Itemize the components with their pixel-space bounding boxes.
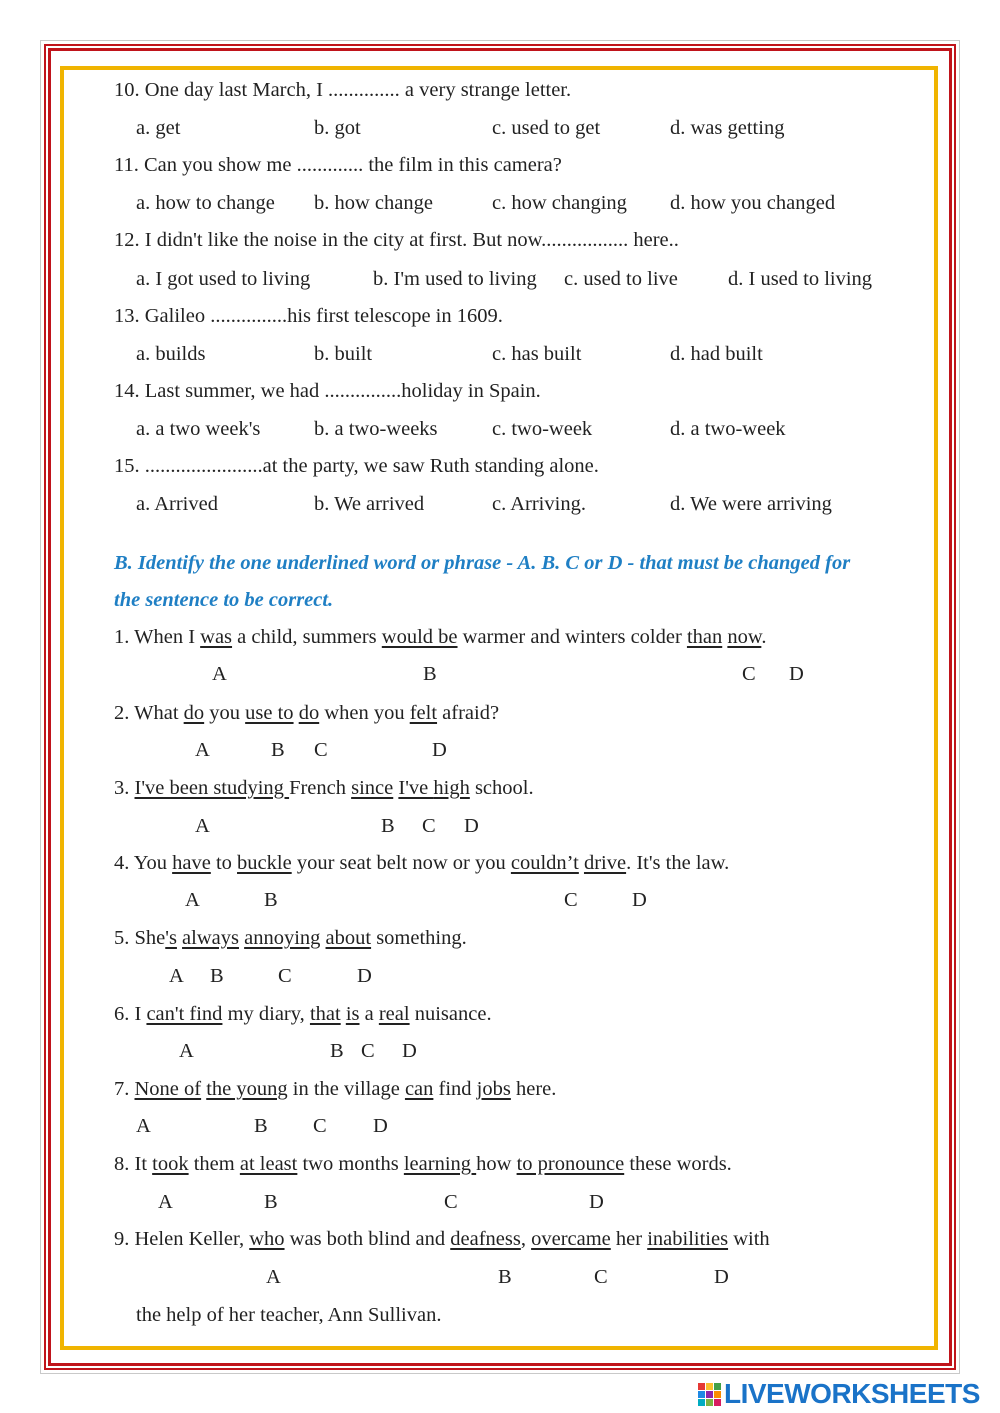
- option-d[interactable]: d. We were arriving: [670, 493, 832, 515]
- option-d[interactable]: d. I used to living: [728, 268, 873, 290]
- underlined-part-a[interactable]: can't find: [146, 1003, 223, 1025]
- option-a[interactable]: a. I got used to living: [136, 268, 311, 290]
- underlined-part-b[interactable]: at least: [239, 1153, 298, 1175]
- error-sentence: 9. Helen Keller, who was both blind and deafness, overcame her inabilities with: [114, 1228, 770, 1250]
- answer-letter-d: D: [432, 739, 447, 761]
- option-b[interactable]: b. got: [314, 117, 361, 139]
- answer-letter-a: A: [195, 739, 210, 761]
- underlined-part-a[interactable]: I've been studying: [134, 777, 290, 799]
- underlined-part-b[interactable]: deafness: [450, 1228, 521, 1250]
- underlined-part-b[interactable]: since: [351, 777, 394, 799]
- answer-letter-d: D: [632, 889, 647, 911]
- error-sentence: 2. What do you use to do when you felt afraid?: [114, 702, 500, 724]
- answer-letter-a: A: [195, 815, 210, 837]
- answer-letter-c: C: [594, 1266, 608, 1288]
- underlined-part-c[interactable]: do: [298, 702, 320, 724]
- underlined-part-b[interactable]: would be: [381, 626, 458, 648]
- question-stem: 13. Galileo ...............his first telescope in 1609.: [114, 305, 503, 327]
- question-stem: 10. One day last March, I .............. a very strange letter.: [114, 79, 572, 101]
- option-b[interactable]: b. how change: [314, 192, 433, 214]
- underlined-part-a[interactable]: 's: [165, 927, 177, 949]
- underlined-part-d[interactable]: high: [433, 777, 470, 799]
- answer-letter-a: A: [185, 889, 200, 911]
- logo-square: [706, 1383, 713, 1390]
- liveworksheets-logo[interactable]: [698, 1380, 980, 1408]
- error-sentence: 1. When I was a child, summers would be warmer and winters colder than now.: [114, 626, 767, 648]
- answer-letter-c: C: [361, 1040, 375, 1062]
- option-a[interactable]: a. get: [136, 117, 181, 139]
- answer-letter-d: D: [589, 1191, 604, 1213]
- answer-letter-c: C: [422, 815, 436, 837]
- answer-letter-d: D: [357, 965, 372, 987]
- answer-letter-b: B: [423, 663, 437, 685]
- answer-letter-a: A: [212, 663, 227, 685]
- underlined-part-b[interactable]: buckle: [237, 852, 292, 874]
- answer-letter-c: C: [444, 1191, 458, 1213]
- option-d[interactable]: d. how you changed: [670, 192, 836, 214]
- logo-square: [698, 1383, 705, 1390]
- logo-square: [714, 1391, 721, 1398]
- underlined-part-c[interactable]: couldn’t: [510, 852, 579, 874]
- logo-square: [714, 1383, 721, 1390]
- option-b[interactable]: b. a two-weeks: [314, 418, 438, 440]
- logo-text: LIVEWORKSHEETS: [724, 1378, 980, 1409]
- logo-square: [706, 1399, 713, 1406]
- underlined-part-d[interactable]: now: [727, 626, 762, 648]
- error-sentence: 4. You have to buckle your seat belt now or you couldn’t drive. It's the law.: [114, 852, 730, 874]
- answer-letter-b: B: [254, 1115, 268, 1137]
- answer-letter-d: D: [402, 1040, 417, 1062]
- option-d[interactable]: d. had built: [670, 343, 763, 365]
- option-b[interactable]: b. We arrived: [314, 493, 425, 515]
- option-c[interactable]: c. two-week: [492, 418, 593, 440]
- logo-grid-icon: [698, 1383, 721, 1406]
- question-stem: 11. Can you show me ............. the film in this camera?: [114, 154, 562, 176]
- option-c[interactable]: c. has built: [492, 343, 582, 365]
- option-d[interactable]: d. a two-week: [670, 418, 786, 440]
- error-sentence: 8. It took them at least two months learning how to pronounce these words.: [114, 1153, 732, 1175]
- logo-square: [698, 1391, 705, 1398]
- option-a[interactable]: a. a two week's: [136, 418, 261, 440]
- underlined-part-c[interactable]: can: [404, 1078, 434, 1100]
- underlined-part-c[interactable]: is: [345, 1003, 360, 1025]
- error-sentence: 7. None of the young in the village can find jobs here.: [114, 1078, 557, 1100]
- answer-letter-b: B: [264, 1191, 278, 1213]
- option-d[interactable]: d. was getting: [670, 117, 785, 139]
- underlined-part-a[interactable]: was: [200, 626, 233, 648]
- question-stem: 12. I didn't like the noise in the city at first. But now................. here..: [114, 229, 679, 251]
- answer-letter-b: B: [271, 739, 285, 761]
- logo-square: [706, 1391, 713, 1398]
- logo-square: [698, 1399, 705, 1406]
- underlined-part-b[interactable]: always: [182, 927, 239, 949]
- underlined-part-a[interactable]: took: [152, 1153, 189, 1175]
- question-stem: 14. Last summer, we had ...............holiday in Spain.: [114, 380, 541, 402]
- answer-letter-b: B: [210, 965, 224, 987]
- answer-letter-c: C: [564, 889, 578, 911]
- answer-letter-a: A: [136, 1115, 151, 1137]
- option-a[interactable]: a. Arrived: [136, 493, 218, 515]
- underlined-part-d[interactable]: drive: [583, 852, 627, 874]
- logo-square: [714, 1399, 721, 1406]
- underlined-part-d[interactable]: jobs: [476, 1078, 511, 1100]
- underlined-part-a[interactable]: have: [172, 852, 211, 874]
- answer-letter-c: C: [742, 663, 756, 685]
- underlined-part-d[interactable]: felt: [409, 702, 438, 724]
- error-sentence: 6. I can't find my diary, that is a real nuisance.: [114, 1003, 492, 1025]
- underlined-part-c[interactable]: overcame: [531, 1228, 611, 1250]
- option-a[interactable]: a. how to change: [136, 192, 275, 214]
- section-b-instruction: B. Identify the one underlined word or phrase - A. B. C or D - that must be changed for: [114, 552, 851, 574]
- underlined-part-b[interactable]: the young: [206, 1078, 288, 1100]
- answer-letter-c: C: [313, 1115, 327, 1137]
- error-sentence: 5. She's always annoying about something.: [114, 927, 467, 949]
- answer-letter-d: D: [464, 815, 479, 837]
- underlined-part-d[interactable]: inabilities: [647, 1228, 729, 1250]
- answer-letter-d: D: [714, 1266, 729, 1288]
- question-stem: 15. .......................at the party, we saw Ruth standing alone.: [114, 455, 599, 477]
- option-c[interactable]: c. Arriving.: [492, 493, 586, 515]
- underlined-part-c[interactable]: I've: [398, 777, 434, 799]
- option-a[interactable]: a. builds: [136, 343, 206, 365]
- answer-letter-b: B: [381, 815, 395, 837]
- answer-letter-a: A: [169, 965, 184, 987]
- underlined-part-b[interactable]: that: [309, 1003, 341, 1025]
- answer-letter-a: A: [158, 1191, 173, 1213]
- option-c[interactable]: c. how changing: [492, 192, 627, 214]
- answer-letter-a: A: [179, 1040, 194, 1062]
- answer-letter-c: C: [314, 739, 328, 761]
- option-c[interactable]: c. used to live: [564, 268, 678, 290]
- underlined-part-b[interactable]: use to: [245, 702, 294, 724]
- answer-letter-a: A: [266, 1266, 281, 1288]
- underlined-part-d[interactable]: real: [378, 1003, 410, 1025]
- error-sentence-continuation: the help of her teacher, Ann Sullivan.: [136, 1304, 442, 1326]
- answer-letter-b: B: [264, 889, 278, 911]
- underlined-part-a[interactable]: None of: [134, 1078, 202, 1100]
- underlined-part-c[interactable]: annoying: [244, 927, 321, 949]
- option-c[interactable]: c. used to get: [492, 117, 601, 139]
- answer-letter-b: B: [498, 1266, 512, 1288]
- section-b-instruction-cont: the sentence to be correct.: [114, 589, 334, 611]
- underlined-part-d[interactable]: to pronounce: [516, 1153, 625, 1175]
- underlined-part-a[interactable]: do: [183, 702, 205, 724]
- underlined-part-c[interactable]: learning: [403, 1153, 477, 1175]
- answer-letter-c: C: [278, 965, 292, 987]
- error-sentence: 3. I've been studying French since I've high school.: [114, 777, 534, 799]
- option-b[interactable]: b. I'm used to living: [373, 268, 537, 290]
- answer-letter-d: D: [373, 1115, 388, 1137]
- underlined-part-c[interactable]: than: [686, 626, 723, 648]
- answer-letter-d: D: [789, 663, 804, 685]
- answer-letter-b: B: [330, 1040, 344, 1062]
- option-b[interactable]: b. built: [314, 343, 373, 365]
- underlined-part-a[interactable]: who: [249, 1228, 285, 1250]
- underlined-part-d[interactable]: about: [325, 927, 372, 949]
